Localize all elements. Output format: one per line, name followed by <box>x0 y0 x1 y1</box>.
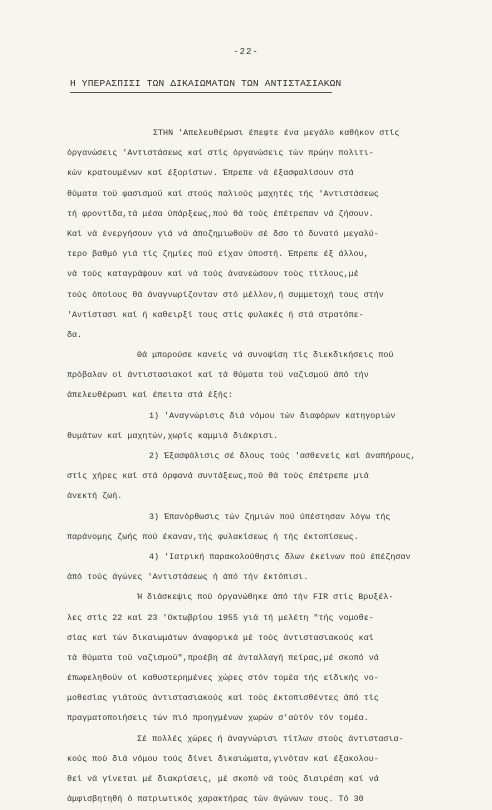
text-line: μοθεσίας γιάτούς άντιστασιακούς καί τούς έκτοπισθέντες άπό τίς <box>67 694 379 704</box>
text-line: κών κρατουμένων καί έξορίστων. Έπρεπε νά έξασφαλίσουν στά <box>67 169 354 179</box>
text-line: ΣΤΗΝ 'Απελευθέρωσι έπεφτε ένα μεγάλο καθήκον στίς <box>153 129 400 138</box>
text-line: τά θύματα τοϋ ναζισμοϋ",προέβη σέ άνταλλαγή πείρας,μέ σκοπό νά <box>67 653 379 663</box>
text-line: παράνομης ζωής πού έκαναν,τής φυλακίσεως ή τής έκτοπίσεως. <box>67 532 359 542</box>
text-line: θεί νά γίνεται μέ διακρίσεις, μέ σκοπό νά τούς διαιρέση καί νά <box>67 775 379 784</box>
text-line: άπό τούς άγώνες 'Αντιστάσεως ή άπό τήν έκτόπισι. <box>67 573 309 583</box>
text-line: άπελευθέρωσι καί έπειτα στά έξής: <box>67 391 233 401</box>
body-text <box>67 124 459 810</box>
text-line: 4) 'Ιατρική παρακολούθησις δλων έκείνων πού έπέζησαν <box>149 552 411 562</box>
paragraph <box>67 548 459 588</box>
text-line: Θά μπορούσε κανείς νά συνοψίση τίς διεκδικήσεις πού <box>137 351 394 361</box>
page-number: -22- <box>233 47 259 57</box>
text-line: νά τούς καταγράψουν καί νά τούς άνανεώσουν τούς τίτλους,μέ <box>67 270 359 280</box>
text-line: πρόβαλαν οί άντιστασιακοί καί τά θύματα τοϋ ναζισμοϋ άπό τήν <box>67 371 369 381</box>
text-line: τούς όποίους θά άναγνωρίζονταν στό μέλλον,ή συμμετοχή τους στήν <box>67 290 384 300</box>
paragraph <box>67 124 459 346</box>
text-line: σίας καί τών δικαιωμάτων άναφορικά μέ τούς άντιστασιακούς καί <box>67 633 374 643</box>
text-line: 1) 'Αναγνώρισις διά νόμου τών διαφόρων κατηγοριών <box>149 411 396 421</box>
text-line: όργανώσεις 'Αντιστάσεως καί στίς όργανώσεις τών πρώην πολιτι- <box>67 149 374 159</box>
paragraph <box>67 346 459 407</box>
text-line: λες στίς 22 καί 23 'Οκτωβρίου 1955 γιά τή μελέτη "τής νομοθε- <box>67 613 374 623</box>
text-line: Σέ πολλές χώρες ή άναγνώρισι τίτλων στούς άντιστασια- <box>137 734 404 744</box>
text-line: τερο βαθμό γιά τίς ζημίες ποϋ είχαν ύποστή. Έπρεπε έξ άλλου, <box>67 250 369 260</box>
section-title: Η ΥΠΕΡΑΣΠΙΣΙ ΤΩΝ ΔΙΚΑΙΩΜΑΤΩΝ ΤΩΝ ΑΝΤΙΣΤΑΣΙΑΚΩΝ <box>70 78 342 89</box>
paragraph <box>67 407 459 447</box>
text-line: στίς χήρες καί στά όρφανά συντάξεως,πού θά τούς έπέτρεπε μιά <box>67 472 369 482</box>
text-line: 3) Έπανόρθωσις τών ζημιών πού ύπέστησαν λόγω τής <box>149 512 391 522</box>
text-line: θύματα τοϋ φασισμοϋ καί στούς παλιούς μαχητές τής 'Αντιστάσεως <box>67 189 379 199</box>
text-line: άμφισβητηθή ό πατριωτικός χαρακτήρας τών άγώνων τους. Τό 30 <box>67 795 364 805</box>
text-line: θυμάτων καί μαχητών,χωρίς καμμιά διάκρισι. <box>67 431 279 441</box>
text-line: 2) Έξασφάλισις σέ δλους τούς 'ασθενείς καί άναπήρους, <box>149 452 416 461</box>
title-underline <box>70 92 332 93</box>
paragraph <box>67 730 459 810</box>
text-line: Καί νά ένεργήσουν γιά νά άποζημιωθοϋν σέ δσο τό δυνατό μεγαλύ- <box>67 229 379 239</box>
text-line: δα. <box>67 330 83 340</box>
text-line: τή φροντίδα,τά μέσα ύπάρξεως,πού θά τούς έπέτρεπαν νά ζήσουν. <box>67 209 374 219</box>
paragraph <box>67 508 459 548</box>
paragraph <box>67 447 459 508</box>
text-line: άνεκτή ζωή. <box>67 492 123 502</box>
text-line: κούς πού διά νόμου τούς δίνει δικαιώματα,γινόταν καί έξακολου- <box>67 754 379 764</box>
text-line: πραγματοποιήσεις τών πιό προηγμένων χωρών σ'αύτόν τόν τομέα. <box>67 714 369 724</box>
paragraph <box>67 588 459 729</box>
text-line: έπωφεληθοϋν οί καθυστερημένες χώρες στόν τομέα τής είδικής νο- <box>67 674 379 684</box>
text-line: 'Αντίστασι καί ή καθειρξί τους στίς φυλακές ή στά στρατόπε- <box>67 310 364 320</box>
text-line: Ή διάσκεψις πού όργανώθηκε άπό τήν FIR στίς Βρυξέλ- <box>137 593 394 603</box>
